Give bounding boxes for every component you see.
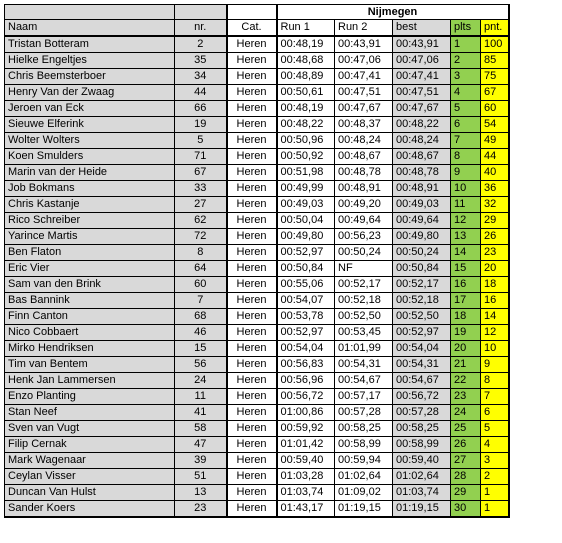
cell-best: 01:02,64 bbox=[393, 469, 451, 485]
cell-plts: 25 bbox=[451, 421, 481, 437]
cell-run1: 00:56,83 bbox=[277, 357, 335, 373]
cell-plts: 16 bbox=[451, 277, 481, 293]
cell-best: 00:48,67 bbox=[393, 149, 451, 165]
cell-pnt: 29 bbox=[481, 213, 509, 229]
cell-cat: Heren bbox=[227, 325, 277, 341]
cell-cat: Heren bbox=[227, 485, 277, 501]
cell-best: 00:48,91 bbox=[393, 181, 451, 197]
table-row bbox=[5, 389, 509, 405]
cell-run2: 00:48,78 bbox=[335, 165, 393, 181]
cell-cat: Heren bbox=[227, 101, 277, 117]
cell-best: 00:49,03 bbox=[393, 197, 451, 213]
cell-plts: 3 bbox=[451, 69, 481, 85]
cell-nr: 47 bbox=[175, 437, 227, 453]
column-header-name: Naam bbox=[5, 20, 175, 37]
cell-pnt: 1 bbox=[481, 501, 509, 518]
cell-cat: Heren bbox=[227, 165, 277, 181]
cell-nr: 46 bbox=[175, 325, 227, 341]
cell-run1: 00:52,97 bbox=[277, 325, 335, 341]
cell-nr: 44 bbox=[175, 85, 227, 101]
cell-pnt: 9 bbox=[481, 357, 509, 373]
cell-pnt: 8 bbox=[481, 373, 509, 389]
table-row bbox=[5, 277, 509, 293]
cell-cat: Heren bbox=[227, 469, 277, 485]
cell-run1: 01:03,28 bbox=[277, 469, 335, 485]
cell-best: 00:50,24 bbox=[393, 245, 451, 261]
cell-run1: 00:56,96 bbox=[277, 373, 335, 389]
cell-name: Henk Jan Lammersen bbox=[5, 373, 175, 389]
cell-cat: Heren bbox=[227, 53, 277, 69]
cell-run2: 00:54,31 bbox=[335, 357, 393, 373]
cell-nr: 19 bbox=[175, 117, 227, 133]
table-row bbox=[5, 101, 509, 117]
cell-plts: 8 bbox=[451, 149, 481, 165]
cell-cat: Heren bbox=[227, 405, 277, 421]
cell-run1: 01:43,17 bbox=[277, 501, 335, 518]
cell-run1: 00:49,99 bbox=[277, 181, 335, 197]
cell-nr: 23 bbox=[175, 501, 227, 518]
cell-nr: 39 bbox=[175, 453, 227, 469]
cell-name: Mark Wagenaar bbox=[5, 453, 175, 469]
cell-run1: 01:03,74 bbox=[277, 485, 335, 501]
cell-cat: Heren bbox=[227, 197, 277, 213]
cell-pnt: 75 bbox=[481, 69, 509, 85]
table-row bbox=[5, 69, 509, 85]
cell-run1: 00:50,61 bbox=[277, 85, 335, 101]
cell-run2: 00:48,24 bbox=[335, 133, 393, 149]
cell-cat: Heren bbox=[227, 293, 277, 309]
cell-nr: 67 bbox=[175, 165, 227, 181]
cell-run1: 00:50,92 bbox=[277, 149, 335, 165]
table-row bbox=[5, 485, 509, 501]
cell-run2: 00:47,41 bbox=[335, 69, 393, 85]
cell-pnt: 40 bbox=[481, 165, 509, 181]
cell-plts: 6 bbox=[451, 117, 481, 133]
cell-run1: 00:56,72 bbox=[277, 389, 335, 405]
cell-plts: 29 bbox=[451, 485, 481, 501]
cell-nr: 5 bbox=[175, 133, 227, 149]
cell-name: Sam van den Brink bbox=[5, 277, 175, 293]
table-row bbox=[5, 149, 509, 165]
cell-cat: Heren bbox=[227, 213, 277, 229]
cell-run2: 00:49,20 bbox=[335, 197, 393, 213]
cell-cat: Heren bbox=[227, 69, 277, 85]
cell-plts: 12 bbox=[451, 213, 481, 229]
cell-cat: Heren bbox=[227, 437, 277, 453]
table-row bbox=[5, 309, 509, 325]
table-row bbox=[5, 293, 509, 309]
table-row bbox=[5, 165, 509, 181]
cell-run1: 00:55,06 bbox=[277, 277, 335, 293]
cell-run2: 00:50,24 bbox=[335, 245, 393, 261]
cell-pnt: 1 bbox=[481, 485, 509, 501]
cell-plts: 2 bbox=[451, 53, 481, 69]
table-row bbox=[5, 181, 509, 197]
cell-nr: 27 bbox=[175, 197, 227, 213]
table-row bbox=[5, 261, 509, 277]
cell-best: 00:48,78 bbox=[393, 165, 451, 181]
cell-nr: 33 bbox=[175, 181, 227, 197]
cell-run2: 00:49,64 bbox=[335, 213, 393, 229]
cell-nr: 51 bbox=[175, 469, 227, 485]
cell-nr: 24 bbox=[175, 373, 227, 389]
cell-pnt: 12 bbox=[481, 325, 509, 341]
cell-run1: 00:49,03 bbox=[277, 197, 335, 213]
cell-name: Job Bokmans bbox=[5, 181, 175, 197]
cell-best: 01:03,74 bbox=[393, 485, 451, 501]
table-row bbox=[5, 117, 509, 133]
column-header-run1: Run 1 bbox=[277, 20, 335, 37]
cell-name: Yarince Martis bbox=[5, 229, 175, 245]
column-header-best: best bbox=[393, 20, 451, 37]
cell-cat: Heren bbox=[227, 181, 277, 197]
cell-plts: 11 bbox=[451, 197, 481, 213]
cell-run2: 00:48,91 bbox=[335, 181, 393, 197]
cell-nr: 34 bbox=[175, 69, 227, 85]
table-row bbox=[5, 501, 509, 518]
cell-run2: 00:52,50 bbox=[335, 309, 393, 325]
column-header-run2: Run 2 bbox=[335, 20, 393, 37]
cell-name: Ben Flaton bbox=[5, 245, 175, 261]
cell-nr: 60 bbox=[175, 277, 227, 293]
cell-best: 00:47,41 bbox=[393, 69, 451, 85]
cell-nr: 41 bbox=[175, 405, 227, 421]
cell-best: 00:52,97 bbox=[393, 325, 451, 341]
cell-cat: Heren bbox=[227, 421, 277, 437]
cell-run2: 00:53,45 bbox=[335, 325, 393, 341]
results-table bbox=[4, 4, 510, 518]
cell-plts: 17 bbox=[451, 293, 481, 309]
cell-run2: 00:47,67 bbox=[335, 101, 393, 117]
cell-run2: 00:57,28 bbox=[335, 405, 393, 421]
cell-plts: 23 bbox=[451, 389, 481, 405]
cell-plts: 4 bbox=[451, 85, 481, 101]
cell-run2: 00:47,51 bbox=[335, 85, 393, 101]
cell-pnt: 67 bbox=[481, 85, 509, 101]
cell-name: Sieuwe Elferink bbox=[5, 117, 175, 133]
cell-nr: 62 bbox=[175, 213, 227, 229]
cell-best: 00:52,18 bbox=[393, 293, 451, 309]
cell-cat: Heren bbox=[227, 85, 277, 101]
cell-pnt: 6 bbox=[481, 405, 509, 421]
cell-name: Jeroen van Eck bbox=[5, 101, 175, 117]
cell-plts: 26 bbox=[451, 437, 481, 453]
cell-name: Eric Vier bbox=[5, 261, 175, 277]
header-blank-name bbox=[5, 5, 175, 20]
cell-name: Enzo Planting bbox=[5, 389, 175, 405]
cell-best: 00:54,31 bbox=[393, 357, 451, 373]
cell-name: Ceylan Visser bbox=[5, 469, 175, 485]
cell-plts: 30 bbox=[451, 501, 481, 518]
cell-cat: Heren bbox=[227, 309, 277, 325]
cell-pnt: 3 bbox=[481, 453, 509, 469]
cell-pnt: 18 bbox=[481, 277, 509, 293]
cell-run2: 00:47,06 bbox=[335, 53, 393, 69]
cell-best: 00:50,84 bbox=[393, 261, 451, 277]
cell-best: 00:52,50 bbox=[393, 309, 451, 325]
cell-run2: 00:52,17 bbox=[335, 277, 393, 293]
header-row-event bbox=[5, 5, 509, 20]
cell-pnt: 20 bbox=[481, 261, 509, 277]
cell-run1: 00:48,89 bbox=[277, 69, 335, 85]
cell-run2: 00:48,37 bbox=[335, 117, 393, 133]
cell-run2: 00:54,67 bbox=[335, 373, 393, 389]
cell-best: 00:49,80 bbox=[393, 229, 451, 245]
cell-name: Tim van Bentem bbox=[5, 357, 175, 373]
column-header-cat: Cat. bbox=[227, 20, 277, 37]
cell-nr: 8 bbox=[175, 245, 227, 261]
cell-plts: 22 bbox=[451, 373, 481, 389]
cell-run1: 00:48,19 bbox=[277, 36, 335, 53]
cell-plts: 19 bbox=[451, 325, 481, 341]
cell-nr: 13 bbox=[175, 485, 227, 501]
cell-run2: 00:56,23 bbox=[335, 229, 393, 245]
cell-run1: 00:50,84 bbox=[277, 261, 335, 277]
cell-nr: 58 bbox=[175, 421, 227, 437]
cell-pnt: 23 bbox=[481, 245, 509, 261]
cell-pnt: 44 bbox=[481, 149, 509, 165]
cell-run2: NF bbox=[335, 261, 393, 277]
cell-pnt: 100 bbox=[481, 36, 509, 53]
cell-pnt: 5 bbox=[481, 421, 509, 437]
cell-best: 00:47,06 bbox=[393, 53, 451, 69]
column-header-pnt: pnt. bbox=[481, 20, 509, 37]
cell-pnt: 36 bbox=[481, 181, 509, 197]
cell-pnt: 2 bbox=[481, 469, 509, 485]
cell-cat: Heren bbox=[227, 117, 277, 133]
cell-run1: 00:50,96 bbox=[277, 133, 335, 149]
cell-run1: 00:48,19 bbox=[277, 101, 335, 117]
cell-run1: 00:59,40 bbox=[277, 453, 335, 469]
cell-name: Filip Cernak bbox=[5, 437, 175, 453]
cell-plts: 21 bbox=[451, 357, 481, 373]
cell-run1: 00:50,04 bbox=[277, 213, 335, 229]
cell-name: Bas Bannink bbox=[5, 293, 175, 309]
cell-run1: 00:48,22 bbox=[277, 117, 335, 133]
cell-cat: Heren bbox=[227, 277, 277, 293]
cell-best: 00:54,04 bbox=[393, 341, 451, 357]
cell-plts: 13 bbox=[451, 229, 481, 245]
cell-run2: 00:58,25 bbox=[335, 421, 393, 437]
cell-cat: Heren bbox=[227, 149, 277, 165]
table-row bbox=[5, 197, 509, 213]
cell-name: Mirko Hendriksen bbox=[5, 341, 175, 357]
cell-name: Duncan Van Hulst bbox=[5, 485, 175, 501]
table-row bbox=[5, 357, 509, 373]
cell-run2: 01:09,02 bbox=[335, 485, 393, 501]
cell-cat: Heren bbox=[227, 36, 277, 53]
cell-run1: 01:01,42 bbox=[277, 437, 335, 453]
cell-run2: 00:52,18 bbox=[335, 293, 393, 309]
table-row bbox=[5, 421, 509, 437]
cell-run1: 00:53,78 bbox=[277, 309, 335, 325]
cell-pnt: 26 bbox=[481, 229, 509, 245]
cell-run1: 00:49,80 bbox=[277, 229, 335, 245]
table-row bbox=[5, 85, 509, 101]
table-row bbox=[5, 133, 509, 149]
cell-cat: Heren bbox=[227, 341, 277, 357]
cell-run2: 01:02,64 bbox=[335, 469, 393, 485]
cell-name: Rico Schreiber bbox=[5, 213, 175, 229]
cell-cat: Heren bbox=[227, 261, 277, 277]
cell-nr: 72 bbox=[175, 229, 227, 245]
cell-best: 00:58,25 bbox=[393, 421, 451, 437]
cell-pnt: 54 bbox=[481, 117, 509, 133]
cell-best: 00:54,67 bbox=[393, 373, 451, 389]
cell-run1: 00:54,04 bbox=[277, 341, 335, 357]
cell-run2: 01:01,99 bbox=[335, 341, 393, 357]
cell-nr: 15 bbox=[175, 341, 227, 357]
cell-plts: 27 bbox=[451, 453, 481, 469]
table-row bbox=[5, 229, 509, 245]
cell-run2: 00:58,99 bbox=[335, 437, 393, 453]
cell-pnt: 85 bbox=[481, 53, 509, 69]
cell-cat: Heren bbox=[227, 229, 277, 245]
cell-run1: 00:48,68 bbox=[277, 53, 335, 69]
cell-plts: 20 bbox=[451, 341, 481, 357]
cell-best: 00:49,64 bbox=[393, 213, 451, 229]
cell-run2: 00:59,94 bbox=[335, 453, 393, 469]
cell-run1: 00:52,97 bbox=[277, 245, 335, 261]
cell-nr: 71 bbox=[175, 149, 227, 165]
cell-cat: Heren bbox=[227, 501, 277, 518]
cell-name: Henry Van der Zwaag bbox=[5, 85, 175, 101]
cell-plts: 28 bbox=[451, 469, 481, 485]
cell-best: 00:52,17 bbox=[393, 277, 451, 293]
cell-name: Hielke Engeltjes bbox=[5, 53, 175, 69]
column-header-plts: plts bbox=[451, 20, 481, 37]
cell-nr: 2 bbox=[175, 36, 227, 53]
header-blank-cat bbox=[227, 5, 277, 20]
cell-name: Chris Kastanje bbox=[5, 197, 175, 213]
cell-cat: Heren bbox=[227, 357, 277, 373]
cell-name: Tristan Botteram bbox=[5, 36, 175, 53]
cell-name: Stan Neef bbox=[5, 405, 175, 421]
cell-pnt: 4 bbox=[481, 437, 509, 453]
cell-best: 00:47,51 bbox=[393, 85, 451, 101]
cell-best: 00:56,72 bbox=[393, 389, 451, 405]
cell-pnt: 7 bbox=[481, 389, 509, 405]
table-row bbox=[5, 325, 509, 341]
table-row bbox=[5, 453, 509, 469]
cell-run2: 00:43,91 bbox=[335, 36, 393, 53]
cell-nr: 35 bbox=[175, 53, 227, 69]
cell-run1: 00:59,92 bbox=[277, 421, 335, 437]
cell-run2: 01:19,15 bbox=[335, 501, 393, 518]
cell-run1: 00:51,98 bbox=[277, 165, 335, 181]
cell-pnt: 60 bbox=[481, 101, 509, 117]
table-row bbox=[5, 341, 509, 357]
cell-best: 00:48,22 bbox=[393, 117, 451, 133]
cell-pnt: 32 bbox=[481, 197, 509, 213]
cell-plts: 15 bbox=[451, 261, 481, 277]
cell-pnt: 16 bbox=[481, 293, 509, 309]
cell-nr: 11 bbox=[175, 389, 227, 405]
cell-plts: 14 bbox=[451, 245, 481, 261]
cell-name: Sven van Vugt bbox=[5, 421, 175, 437]
cell-nr: 66 bbox=[175, 101, 227, 117]
cell-best: 00:59,40 bbox=[393, 453, 451, 469]
cell-plts: 7 bbox=[451, 133, 481, 149]
cell-plts: 5 bbox=[451, 101, 481, 117]
cell-plts: 9 bbox=[451, 165, 481, 181]
cell-run2: 00:48,67 bbox=[335, 149, 393, 165]
cell-cat: Heren bbox=[227, 245, 277, 261]
cell-name: Nico Cobbaert bbox=[5, 325, 175, 341]
table-row bbox=[5, 245, 509, 261]
table-row bbox=[5, 405, 509, 421]
event-title: Nijmegen bbox=[277, 5, 509, 20]
table-row bbox=[5, 373, 509, 389]
cell-nr: 68 bbox=[175, 309, 227, 325]
cell-cat: Heren bbox=[227, 373, 277, 389]
cell-name: Chris Beemsterboer bbox=[5, 69, 175, 85]
cell-plts: 18 bbox=[451, 309, 481, 325]
table-row bbox=[5, 53, 509, 69]
cell-name: Wolter Wolters bbox=[5, 133, 175, 149]
cell-name: Koen Smulders bbox=[5, 149, 175, 165]
cell-best: 00:48,24 bbox=[393, 133, 451, 149]
cell-cat: Heren bbox=[227, 453, 277, 469]
table-row bbox=[5, 437, 509, 453]
cell-plts: 1 bbox=[451, 36, 481, 53]
cell-pnt: 14 bbox=[481, 309, 509, 325]
cell-best: 00:43,91 bbox=[393, 36, 451, 53]
cell-name: Marin van der Heide bbox=[5, 165, 175, 181]
table-row bbox=[5, 36, 509, 53]
cell-best: 00:47,67 bbox=[393, 101, 451, 117]
cell-plts: 24 bbox=[451, 405, 481, 421]
table-row bbox=[5, 469, 509, 485]
cell-pnt: 10 bbox=[481, 341, 509, 357]
cell-plts: 10 bbox=[451, 181, 481, 197]
cell-run1: 01:00,86 bbox=[277, 405, 335, 421]
cell-cat: Heren bbox=[227, 133, 277, 149]
cell-cat: Heren bbox=[227, 389, 277, 405]
cell-nr: 64 bbox=[175, 261, 227, 277]
cell-run1: 00:54,07 bbox=[277, 293, 335, 309]
cell-name: Finn Canton bbox=[5, 309, 175, 325]
header-blank-nr bbox=[175, 5, 227, 20]
cell-best: 00:58,99 bbox=[393, 437, 451, 453]
cell-best: 00:57,28 bbox=[393, 405, 451, 421]
cell-run2: 00:57,17 bbox=[335, 389, 393, 405]
table-row bbox=[5, 213, 509, 229]
column-header-nr: nr. bbox=[175, 20, 227, 37]
header-row-columns bbox=[5, 20, 509, 37]
cell-name: Sander Koers bbox=[5, 501, 175, 518]
cell-best: 01:19,15 bbox=[393, 501, 451, 518]
cell-pnt: 49 bbox=[481, 133, 509, 149]
cell-nr: 7 bbox=[175, 293, 227, 309]
cell-nr: 56 bbox=[175, 357, 227, 373]
